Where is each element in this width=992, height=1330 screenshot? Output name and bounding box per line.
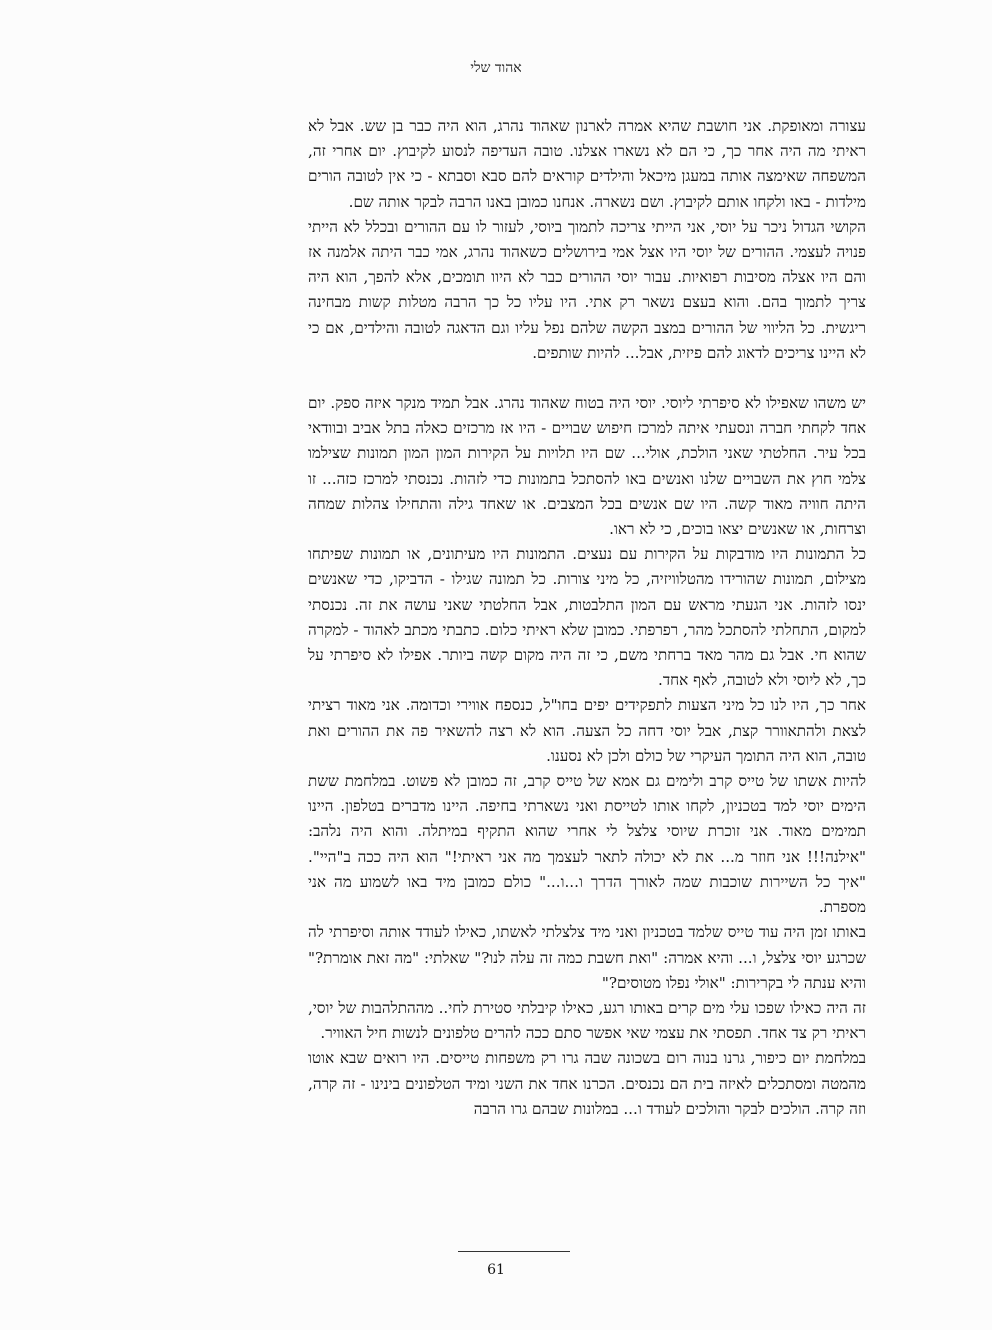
paragraph: להיות אשתו של טייס קרב ולימים גם אמא של טייס קרב, זה כמובן לא פשוט. במלחמת ששת הימים יוסי למד בטכניון, לקחו אותו לטייסת ואני נשארתי בחיפה. היינו מדברים בטלפון. היינו תמימים מאוד. אני זוכרת שיוסי צלצל לי אחרי שהוא התקיף במיתלה. והוא היה נלהב: "אילנה!!! אני חוזר מ... את לא יכולה לתאר לעצמך מה אני ראיתי!" הוא היה ככה ב"היי". "איך כל השיירות שוכבות שמה לאורך הדרך ו...ו..." כולם כמובן מיד באו לשמוע מה אני מספרת. [308, 772, 866, 917]
running-header: אהוד שלי [470, 60, 522, 76]
paragraph: עצורה ומאופקת. אני חושבת שהיא אמרה לארנון שאהוד נהרג, הוא היה כבר בן שש. אבל לא ראיתי מה היה אחר כך, כי הם לא נשארו אצלנו. טובה העדיפה לנסוע לקיבוץ. יום אחרי זה, המשפחה שאימצה אותה במעגן מיכאל והילדים קוראים להם סבא וסבתא - כי אין לטובה הורים מילדות - באו ולקחו אותם לקיבוץ. ושם נשארה. אנחנו כמובן באנו הרבה לבקר אותה שם. [308, 117, 866, 211]
footer-rule [458, 1251, 570, 1252]
paragraph: הקושי הגדול ניכר על יוסי, אני הייתי צריכה לתמוך ביוסי, לעזור לו עם ההורים ובכלל לא הייתי פנויה לעצמי. ההורים של יוסי היו אצל אמי בירושלים כשאהוד נהרג, אמי כבר היתה אלמנה אז והם היו אצלה מסיבות רפואיות. עבור יוסי ההורים כבר לא היוו תומכים, אלא להפך, הוא היה צריך לתמוך בהם. והוא בעצם נשאר רק אתי. היו עליו כל כך הרבה מטלות קשות מבחינה ריגשית. כל הליווי של ההורים במצב הקשה שלהם נפל עליו וגם הדאגה לטובה והילדים, אם כי לא היינו צריכים לדאוג להם פיזית, אבל... להיות שותפים. [308, 217, 866, 362]
page-number: 61 [487, 1262, 505, 1278]
paragraph: באותו זמן היה עוד טייס שלמד בטכניון ואני מיד צלצלתי לאשתו, כאילו לעודד אותה וסיפרתי לה שכרגע יוסי צלצל, ו... והיא אמרה: "ואת חשבת כמה זה עלה לנו?" שאלתי: "מה זאת אומרת?" והיא ענתה לי בקרירות: "אולי נפלו מטוסים?" [308, 923, 866, 992]
paragraph: זה היה כאילו שפכו עלי מים קרים באותו רגע, כאילו קיבלתי סטירת לחי.. מההתלהבות של יוסי, ראיתי רק צד אחד. תפסתי את עצמי שאי אפשר סתם ככה להרים טלפונים לנשות חיל האוויר. [308, 998, 866, 1043]
body-text [308, 114, 866, 1122]
paragraph: כל התמונות היו מודבקות על הקירות עם נעצים. התמונות היו מעיתונים, או תמונות שפיתחו מצילום, תמונות שהורידו מהטלוויזיה, כל מיני צורות. כל תמונה שגילו - הדביקו, כדי שאנשים ינסו לזהות. אני הגעתי מראש עם המון התלבטות, אבל החלטתי שאני עושה את זה. נכנסתי למקום, התחלתי להסתכל מהר, רפרפתי. כמובן שלא ראיתי כלום. כתבתי מכתב לאהוד - למקרה שהוא חי. אבל גם מהר מאד ברחתי משם, כי זה היה מקום קשה ביותר. אפילו לא סיפרתי על כך, לא ליוסי ולא לטובה, לאף אחד. [308, 545, 866, 690]
paragraph: במלחמת יום כיפור, גרנו בנוה רום בשכונה שבה גרו רק משפחות טייסים. היו רואים שבא אוטו מהמטה ומסתכלים לאיזה בית הם נכנסים. הכרנו אחד את השני ומיד הטלפונים בינינו - זה קרה, וזה קרה. הולכים לבקר והולכים לעודד ו... במלונות שבהם גרו הרבה [308, 1049, 866, 1118]
paragraph: אחר כך, היו לנו כל מיני הצעות לתפקידים יפים בחו"ל, כנספח אווירי וכדומה. אני מאוד רציתי לצאת ולהתאוורר קצת, אבל יוסי דחה כל הצעה. הוא לא רצה להשאיר פה את ההורים ואת טובה, הוא היה התומך העיקרי של כולם ולכן לא נסענו. [308, 696, 866, 765]
paragraph: יש משהו שאפילו לא סיפרתי ליוסי. יוסי היה בטוח שאהוד נהרג. אבל תמיד מנקר איזה ספק. יום אחד לקחתי חברה ונסעתי איתה למרכז חיפוש שבויים - היו אז מרכזים כאלה בתל אביב ובוודאי בכל עיר. החלטתי שאני הולכת, אולי... שם היו תלויות על הקירות המון המון תמונות שצילמו צלמי חוץ את השבויים שלנו ואנשים באו להסתכל בתמונות כדי לזהות. נכנסתי למרכז כזה... זו היתה חוויה מאוד קשה. היו שם אנשים בכל המצבים. או שאחד גילה והתחילו צהלות שמחה וצרחות, או שאנשים יצאו בוכים, כי לא ראו. [308, 394, 866, 539]
